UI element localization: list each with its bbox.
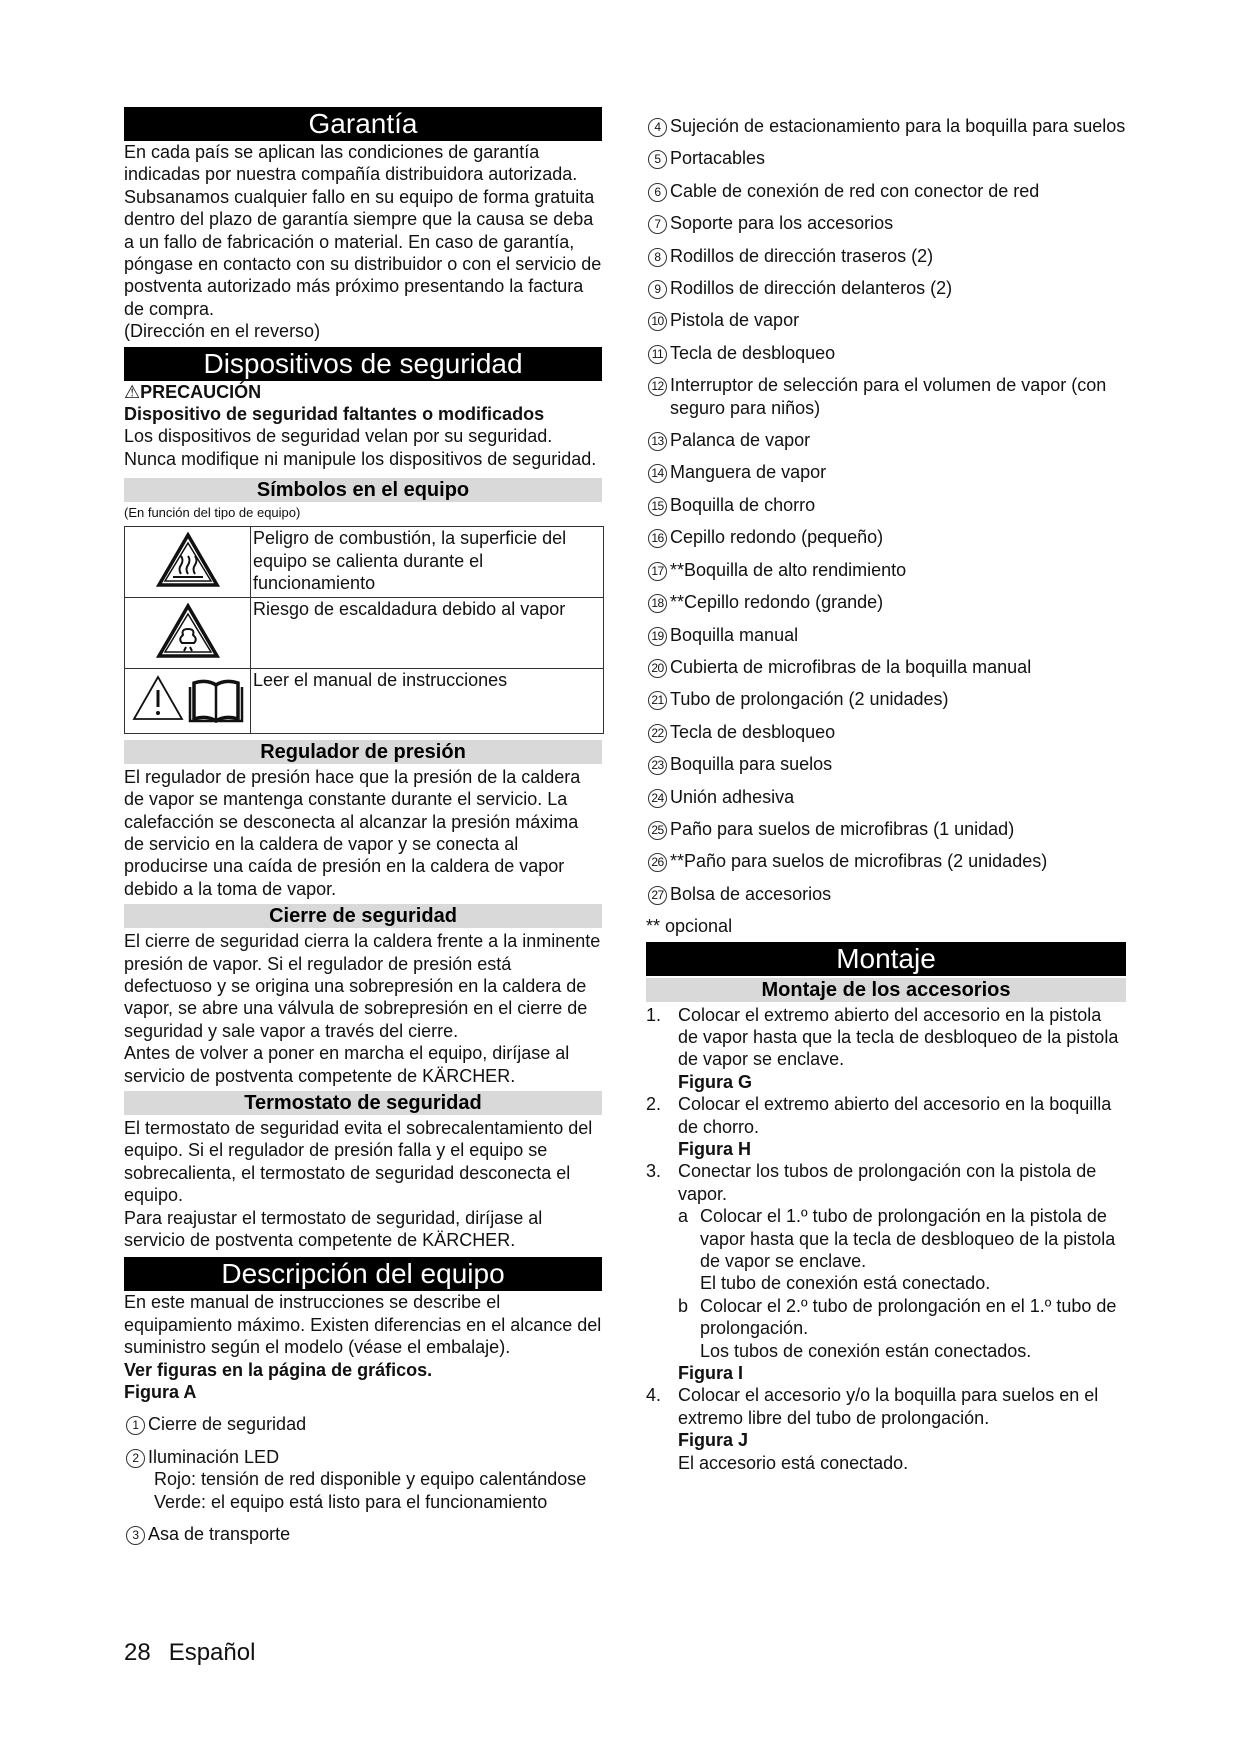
- termostato-text: El termostato de seguridad evita el sobrecalentamiento del equipo. Si el regulador de presión falla y el equipo se sobrecalienta, el termostato de seguridad desconecta el equipo.: [124, 1117, 593, 1206]
- left-column: [124, 107, 602, 1545]
- cierre-text: El cierre de seguridad cierra la caldera frente a la inminente presión de vapor. Si el regulador de presión está defectuoso y se origina una sobrepresión en la caldera de vapor, se abre una válvula de sobrepresión en el cierre de seguridad y sale vapor a través del cierre.: [124, 931, 601, 1041]
- figura-a: Figura A: [124, 1382, 197, 1403]
- list-item: 10 Pistola de vapor: [646, 309, 1126, 331]
- list-item: 15 Boquilla de chorro: [646, 494, 1126, 516]
- list-item: 4. Colocar el accesorio y/o la boquilla para suelos en el extremo libre del tubo de prolongación. Figura J El accesorio está conectado.: [646, 1384, 1126, 1474]
- list-item: 5 Portacables: [646, 147, 1126, 169]
- list-item: 6 Cable de conexión de red con conector de red: [646, 180, 1126, 202]
- list-item: 14 Manguera de vapor: [646, 461, 1126, 483]
- table-row: [125, 598, 604, 669]
- read-manual-icon: [125, 669, 251, 733]
- list-item: 8 Rodillos de dirección traseros (2): [646, 245, 1126, 267]
- caution-heading: Dispositivo de seguridad faltantes o modificados: [124, 404, 545, 425]
- termostato-text-2: Para reajustar el termostato de seguridad, diríjase al servicio de postventa competente de KÄRCHER.: [124, 1207, 543, 1250]
- heading-montaje: Montaje: [646, 942, 1126, 976]
- list-item: 21 Tubo de prolongación (2 unidades): [646, 688, 1126, 710]
- garantia-text: En cada país se aplican las condiciones de garantía indicadas por nuestra compañía distribuidora autorizada. Subsanamos cualquier fallo en su equipo de forma gratuita dentro del plazo de garantía siempre que la causa se deba a un fallo de fabricación o material. En caso de garantía, póngase en contacto con su distribuidor o con el servicio de postventa autorizado más próximo presentando la factura de compra.: [124, 142, 602, 319]
- list-item: 20 Cubierta de microfibras de la boquilla manual: [646, 656, 1126, 678]
- heading-regulador: Regulador de presión: [124, 740, 602, 764]
- list-item: b Colocar el 2.º tubo de prolongación en el 1.º tubo de prolongación. Los tubos de conexión están conectados.: [646, 1295, 1126, 1362]
- list-item: 25 Paño para suelos de microfibras (1 unidad): [646, 818, 1126, 840]
- warning-icon: ⚠: [124, 381, 141, 402]
- list-item: a Colocar el 1.º tubo de prolongación en la pistola de vapor hasta que la tecla de desbloqueo de la pistola de vapor se enclave. El tubo de conexión está conectado.: [646, 1205, 1126, 1295]
- list-item: 22 Tecla de desbloqueo: [646, 721, 1126, 743]
- list-item: 18 **Cepillo redondo (grande): [646, 591, 1126, 613]
- opcional-note: ** opcional: [646, 916, 733, 937]
- figura-j: Figura J: [678, 1430, 749, 1451]
- list-item: 24 Unión adhesiva: [646, 786, 1126, 808]
- symbol-text: Riesgo de escaldadura debido al vapor: [251, 598, 604, 669]
- list-item: 23 Boquilla para suelos: [646, 753, 1126, 775]
- caution-text: Los dispositivos de seguridad velan por su seguridad. Nunca modifique ni manipule los dispositivos de seguridad.: [124, 426, 597, 469]
- heading-descripcion: Descripción del equipo: [124, 1257, 602, 1291]
- list-item: 4 Sujeción de estacionamiento para la boquilla para suelos: [646, 115, 1126, 137]
- cierre-text-2: Antes de volver a poner en marcha el equipo, diríjase al servicio de postventa competente de KÄRCHER.: [124, 1043, 570, 1086]
- list-item: 26 **Paño para suelos de microfibras (2 unidades): [646, 850, 1126, 872]
- list-item: 19 Boquilla manual: [646, 624, 1126, 646]
- ver-figuras: Ver figuras en la página de gráficos.: [124, 1359, 433, 1380]
- list-item: 13 Palanca de vapor: [646, 429, 1126, 451]
- item-number: 3: [126, 1526, 145, 1545]
- simbolos-note: (En función del tipo de equipo): [124, 505, 301, 521]
- page-language: Español: [168, 1639, 256, 1666]
- list-item: 27 Bolsa de accesorios: [646, 883, 1126, 905]
- list-item: 1 Cierre de seguridad: [124, 1413, 602, 1435]
- hot-surface-icon: [125, 527, 251, 598]
- table-row: [125, 527, 604, 598]
- regulador-text: El regulador de presión hace que la presión de la caldera de vapor se mantenga constante durante el servicio. La calefacción se desconecta al alcanzar la presión máxima de servicio en la caldera de vapor y se conecta al producirse una caída de presión en la caldera de vapor debido a la toma de vapor.: [124, 766, 581, 899]
- list-item: 3. Conectar los tubos de prolongación con la pistola de vapor.: [646, 1161, 1097, 1204]
- list-item: 17 **Boquilla de alto rendimiento: [646, 559, 1126, 581]
- list-item: 2. Colocar el extremo abierto del accesorio en la boquilla de chorro. Figura H: [646, 1093, 1126, 1160]
- page-number: 28: [124, 1639, 151, 1666]
- heading-garantia: Garantía: [124, 107, 602, 141]
- list-item: 1. Colocar el extremo abierto del accesorio en la pistola de vapor hasta que la tecla de desbloqueo de la pistola de vapor se enclave. Figura G: [646, 1004, 1126, 1094]
- result-text: Los tubos de conexión están conectados.: [700, 1340, 1032, 1361]
- figura-h: Figura H: [678, 1139, 752, 1159]
- list-item: 2 Iluminación LED Rojo: tensión de red disponible y equipo calentándose Verde: el equipo está listo para el funcionamiento: [124, 1446, 602, 1513]
- symbol-text: Leer el manual de instrucciones: [251, 669, 604, 733]
- list-item: 9 Rodillos de dirección delanteros (2): [646, 277, 1126, 299]
- figura-i: Figura I: [678, 1363, 744, 1384]
- descripcion-text: En este manual de instrucciones se describe el equipamiento máximo. Existen diferencias en el alcance del suministro según el modelo (véase el embalaje).: [124, 1292, 602, 1358]
- heading-cierre: Cierre de seguridad: [124, 904, 602, 928]
- caution-label: ⚠PRECAUCIÓN: [124, 381, 262, 402]
- figura-g: Figura G: [678, 1071, 753, 1092]
- list-item: 7 Soporte para los accesorios: [646, 212, 1126, 234]
- list-item: 12 Interruptor de selección para el volumen de vapor (con seguro para niños): [646, 374, 1126, 419]
- list-item: 16 Cepillo redondo (pequeño): [646, 526, 1126, 548]
- heading-termostato: Termostato de seguridad: [124, 1091, 602, 1115]
- symbols-table: [124, 526, 604, 733]
- list-item: 3 Asa de transporte: [124, 1523, 602, 1545]
- item-number: 1: [126, 1416, 145, 1435]
- montaje-steps: [646, 1004, 1126, 1206]
- result-text: El accesorio está conectado.: [678, 1452, 909, 1473]
- result-text: El tubo de conexión está conectado.: [700, 1273, 991, 1294]
- right-column: [646, 115, 1126, 1474]
- symbol-text: Peligro de combustión, la superficie del equipo se calienta durante el funcionamiento: [251, 527, 604, 598]
- page-footer: [124, 1638, 255, 1668]
- list-item: 11 Tecla de desbloqueo: [646, 342, 1126, 364]
- heading-dispositivos: Dispositivos de seguridad: [124, 347, 602, 381]
- garantia-address-note: (Dirección en el reverso): [124, 321, 321, 342]
- heading-montaje-accesorios: Montaje de los accesorios: [646, 978, 1126, 1002]
- item-number: 2: [126, 1449, 145, 1468]
- steam-scald-icon: [125, 598, 251, 669]
- heading-simbolos: Símbolos en el equipo: [124, 478, 602, 502]
- table-row: [125, 669, 604, 733]
